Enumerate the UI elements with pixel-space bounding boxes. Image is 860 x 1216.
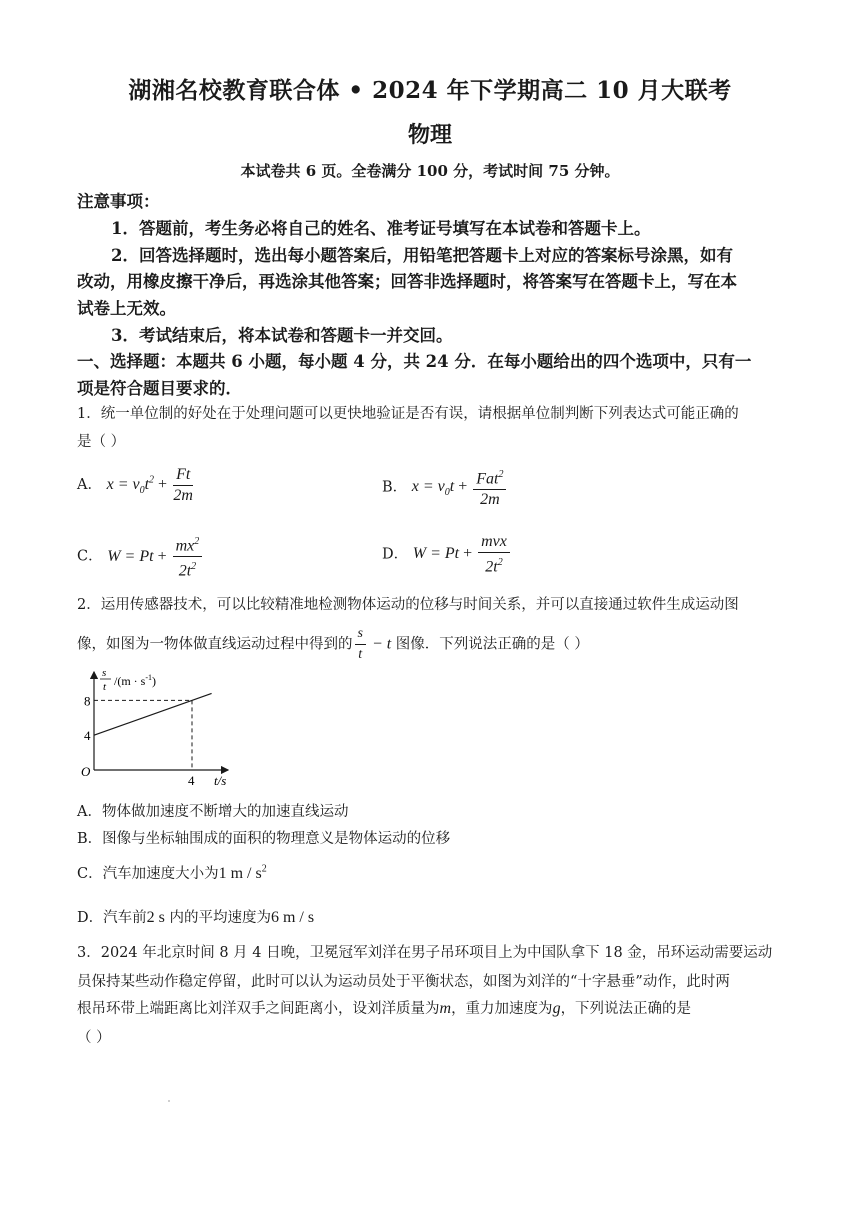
fraction-denominator: t [358,647,363,662]
q3-stem-line-4: （ ） [77,1030,111,1046]
formula-plus: + [154,476,172,494]
fraction-denominator: 2m [173,487,193,504]
st-graph [78,662,248,792]
formula-sub: 0 [444,487,450,499]
stem-math: m [439,1000,452,1017]
origin-label: O [81,764,91,779]
y-label-denominator: t [103,681,107,693]
notice-item-2-line-2: 改动，用橡皮擦干净后，再选涂其他答案；回答非选择题时，将答案写在答题卡上，写在本 [77,272,737,291]
stem-math: − t [367,635,392,653]
option-label: C． [77,548,103,565]
fraction-denominator [478,553,510,576]
scan-speck [168,1100,170,1102]
value-text: 1 m / s [218,865,262,882]
y-label-unit-sup: -1 [145,673,153,682]
notice-item-2-line-1: 2．回答选择题时，选出每小题答案后，用铅笔把答题卡上对应的答案标号涂黑，如有 [111,246,733,265]
stem-text: 像，如图为一物体做直线运动过程中得到的 [77,636,353,653]
stem-text: 图像．下列说法正确的是（ ） [391,636,589,653]
q3-stem-line-3 [77,997,691,1018]
formula-sup: 2 [149,474,155,486]
q1-stem-line-2: 是（ ） [77,434,126,450]
formula [411,469,509,509]
subject-title: 物理 [407,122,452,148]
option-text: 内的平均速度为 [164,910,271,926]
stem-math: g [552,1000,561,1017]
stem-text: 根吊环带上端距离比刘洋双手之间距离小，设刘洋质量为 [77,1001,440,1017]
x-tick-label: 4 [188,773,195,788]
x-axis-label: t/s [214,773,227,788]
formula-sup: 2 [497,557,503,568]
formula-part: x = v [411,478,445,496]
formula-part: t [144,476,150,494]
formula-part: W = Pt [412,545,460,563]
q1-option-c [77,533,204,581]
q1-option-a [77,466,195,505]
option-value: 6 m / s [270,909,315,926]
option-label: B． [382,479,408,496]
formula-part: x = v [106,476,140,494]
q2-stem-line-1: 2．运用传感器技术，可以比较精准地检测物体运动的位移与时间关系，并可以直接通过软件生成运动图 [77,597,739,613]
q1-option-d [382,533,512,576]
denominator-text: 2t [485,558,498,576]
formula [107,536,204,580]
q2-option-c [77,862,267,883]
notice-item-2-line-3: 试卷上无效。 [77,299,176,318]
fraction-numerator: s [355,625,366,645]
formula-plus: + [153,547,171,565]
q3-stem-line-1: 3．2024 年北京时间 8 月 4 日晚，卫冕冠军刘洋在男子吊环项目上为中国队拿下 18 金，吊环运动需要运动 [77,945,773,961]
fraction [173,466,193,505]
st-fraction [355,625,366,664]
y-tick-label: 4 [84,728,91,744]
y-label-unit-close: ) [152,674,157,688]
data-line [94,693,212,735]
option-value: 2 s [146,909,165,926]
y-tick-label: 8 [84,693,91,709]
notice-item-1: 1．答题前，考生务必将自己的姓名、准考证号填写在本试卷和答题卡上。 [111,219,651,238]
numerator-text: Fat [476,470,499,488]
y-label-unit [114,673,156,688]
notice-heading: 注意事项： [77,192,160,211]
y-label-numerator: s [102,667,107,679]
formula-sup: 2 [498,469,504,480]
denominator-text: 2t [178,562,192,580]
formula-sub: 0 [139,485,145,497]
fraction-numerator [173,533,203,557]
exam-title: 湖湘名校教育联合体 • 2024 年下学期高二 10 月大联考 [128,77,732,104]
fraction-denominator [173,557,203,580]
option-text: D．汽车前 [77,910,147,926]
q2-option-b: B．图像与坐标轴围成的面积的物理意义是物体运动的位移 [77,831,451,847]
formula-sup: 2 [194,536,200,547]
option-text: C．汽车加速度大小为 [77,866,219,882]
formula [412,533,512,576]
fraction [473,466,506,509]
fraction-numerator: mvx [478,533,510,553]
formula [106,466,196,504]
formula-sup: 2 [191,561,197,573]
fraction-denominator: 2m [480,491,500,509]
fraction [173,533,203,581]
formula-plus: + [459,545,477,563]
q1-stem-line-1: 1．统一单位制的好处在于处理问题可以更快地验证是否有误，请根据单位制判断下列表达式可能正确的 [77,406,739,422]
q3-stem-line-2: 员保持某些动作稳定停留，此时可以认为运动员处于平衡状态，如图为刘洋的“十字悬垂”动作，此时两 [77,974,730,990]
stem-text: ，下列说法正确的是 [560,1001,692,1017]
notice-item-3: 3．考试结束后，将本试卷和答题卡一并交回。 [111,326,453,345]
numerator-text: mx [175,537,195,555]
fraction-numerator: Ft [173,466,193,486]
option-label: D． [382,546,409,563]
q2-option-a: A．物体做加速度不断增大的加速直线运动 [77,804,349,820]
option-value [219,865,267,882]
y-label-unit-text: /(m · s [114,674,146,688]
q1-option-b [382,466,508,509]
value-sup: 2 [261,863,267,875]
q2-option-d [77,906,314,927]
fraction [478,533,510,576]
fraction-numerator [473,466,506,490]
stem-text: ，重力加速度为 [451,1001,553,1017]
q2-stem-line-2 [77,625,589,664]
formula-part: W = Pt [107,547,154,565]
exam-info: 本试卷共 6 页。全卷满分 100 分，考试时间 75 分钟。 [240,162,620,180]
formula-plus: + [454,478,472,496]
section-1-heading-line-2: 项是符合题目要求的． [77,379,242,398]
section-1-heading-line-1: 一、选择题：本题共 6 小题，每小题 4 分，共 24 分．在每小题给出的四个选项中，只有一 [77,352,752,371]
formula-part: t [449,478,455,496]
option-label: A． [77,477,102,494]
